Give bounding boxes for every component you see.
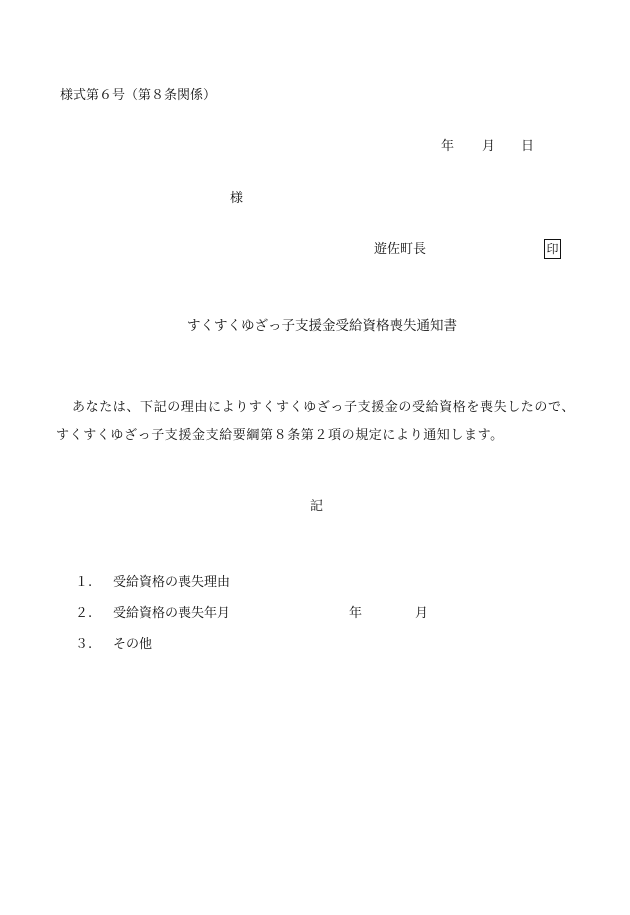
date-year-label: 年 <box>441 139 455 154</box>
ki-heading: 記 <box>310 499 324 514</box>
item-label: その他 <box>113 637 153 652</box>
seal-mark: 印 <box>544 239 561 259</box>
item-number: ２. <box>75 606 93 621</box>
item-month-label: 月 <box>415 606 429 621</box>
date-month-label: 月 <box>482 139 496 154</box>
addressee-suffix: 様 <box>230 191 244 206</box>
item-number: １. <box>75 575 93 590</box>
issuer-title: 遊佐町長 <box>374 242 427 257</box>
form-number: 様式第６号（第８条関係） <box>60 88 217 103</box>
date-day-label: 日 <box>521 139 535 154</box>
document-title: すくすくゆざっ子支援金受給資格喪失通知書 <box>187 318 457 334</box>
body-paragraph: あなたは、下記の理由によりすくすくゆざっ子支援金の受給資格を喪失したので、すくすくゆざっ子支援金支給要綱第８条第２項の規定により通知します。 <box>56 400 575 443</box>
item-number: ３. <box>75 637 93 652</box>
item-label: 受給資格の喪失年月 <box>113 606 231 621</box>
item-year-label: 年 <box>349 606 363 621</box>
item-label: 受給資格の喪失理由 <box>113 575 231 590</box>
